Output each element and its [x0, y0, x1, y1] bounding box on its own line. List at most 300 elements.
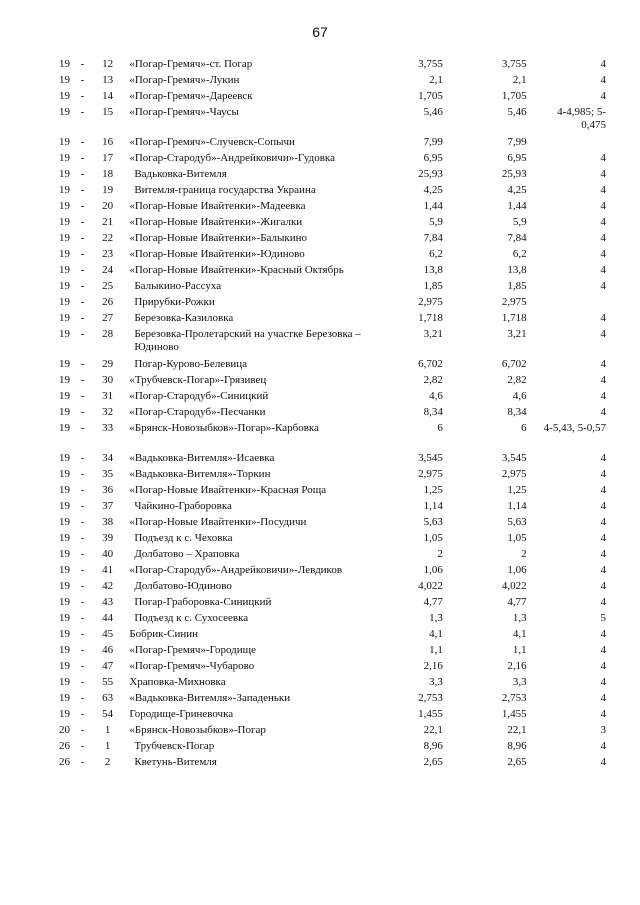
- road-name: «Брянск-Новозыбков»-Погар»-Карбовка: [129, 422, 319, 434]
- road-name: «Погар-Стародуб»-Андрейковичи»-Левдиков: [129, 564, 343, 576]
- road-category: 4: [600, 660, 606, 672]
- code-separator: -: [80, 660, 85, 672]
- road-length-total: 8,96: [423, 740, 443, 752]
- road-region-code: 19: [58, 296, 70, 308]
- road-name: «Вадьковка-Витемля»-Исаевка: [129, 452, 275, 464]
- road-region-code: 19: [58, 106, 70, 118]
- road-name: Чайкино-Граборовка: [134, 500, 232, 512]
- code-separator: -: [80, 422, 85, 434]
- road-number: 20: [102, 200, 114, 212]
- road-category: 3: [600, 724, 606, 736]
- table-row: [0, 374, 640, 390]
- code-separator: -: [80, 312, 85, 324]
- code-separator: -: [80, 216, 85, 228]
- road-region-code: 19: [58, 200, 70, 212]
- road-number: 22: [102, 232, 114, 244]
- road-name: «Брянск-Новозыбков»-Погар: [129, 724, 266, 736]
- road-region-code: 26: [58, 740, 70, 752]
- table-row: [0, 152, 640, 168]
- road-length-paved: 3,21: [507, 328, 527, 340]
- road-category: 4: [600, 708, 606, 720]
- road-length-paved: 2,16: [507, 660, 527, 672]
- table-row: [0, 580, 640, 596]
- road-length-total: 4,1: [429, 628, 443, 640]
- code-separator: -: [80, 358, 85, 370]
- table-row: [0, 328, 640, 358]
- road-length-total: 1,455: [418, 708, 443, 720]
- code-separator: -: [80, 168, 85, 180]
- road-name: Храповка-Михновка: [129, 676, 226, 688]
- road-category: 4: [600, 532, 606, 544]
- road-length-total: 4,022: [418, 580, 443, 592]
- road-length-paved: 6,2: [512, 248, 527, 260]
- road-number: 54: [102, 708, 114, 720]
- road-number: 29: [102, 358, 114, 370]
- road-name: Подъезд к с. Чеховка: [134, 532, 233, 544]
- road-category: 4: [600, 484, 606, 496]
- road-length-total: 2,753: [418, 692, 443, 704]
- road-length-total: 2,16: [423, 660, 443, 672]
- code-separator: -: [80, 516, 85, 528]
- table-row: [0, 596, 640, 612]
- road-name: «Погар-Новые Ивайтенки»-Балыкино: [129, 232, 308, 244]
- road-name: «Погар-Гремяч»-Дареевск: [129, 90, 253, 102]
- road-category: 4: [600, 264, 606, 276]
- table-row: [0, 500, 640, 516]
- road-length-total: 22,1: [423, 724, 443, 736]
- road-region-code: 19: [58, 468, 70, 480]
- table-row: [0, 422, 640, 452]
- table-row: [0, 296, 640, 312]
- code-separator: -: [80, 612, 85, 624]
- table-row: [0, 516, 640, 532]
- road-number: 2: [104, 756, 111, 768]
- road-category: 4-4,985; 5-0,475: [557, 106, 606, 131]
- road-length-paved: 6,702: [501, 358, 527, 370]
- code-separator: -: [80, 644, 85, 656]
- code-separator: -: [80, 296, 85, 308]
- code-separator: -: [80, 374, 85, 386]
- code-separator: -: [80, 248, 85, 260]
- road-length-total: 6,702: [418, 358, 443, 370]
- road-name: Кветунь-Витемля: [134, 756, 217, 768]
- table-row: [0, 312, 640, 328]
- road-length-total: 1,14: [423, 500, 443, 512]
- road-number: 44: [102, 612, 114, 624]
- road-length-total: 1,718: [418, 312, 443, 324]
- road-length-paved: 4,6: [512, 390, 527, 402]
- road-number: 36: [102, 484, 114, 496]
- road-length-total: 6: [437, 422, 443, 434]
- road-number: 43: [102, 596, 114, 608]
- road-number: 15: [102, 106, 114, 118]
- table-row: [0, 358, 640, 374]
- road-name: «Погар-Гремяч»-Лукин: [129, 74, 240, 86]
- road-region-code: 19: [58, 152, 70, 164]
- road-region-code: 19: [58, 328, 70, 340]
- road-length-total: 1,705: [418, 90, 443, 102]
- road-region-code: 19: [58, 484, 70, 496]
- road-length-paved: 1,25: [507, 484, 527, 496]
- road-length-paved: 2,65: [507, 756, 527, 768]
- table-row: [0, 200, 640, 216]
- road-number: 30: [102, 374, 114, 386]
- road-region-code: 19: [58, 406, 70, 418]
- code-separator: -: [80, 328, 85, 340]
- road-length-paved: 2,975: [501, 468, 527, 480]
- road-category: 4: [600, 516, 606, 528]
- code-separator: -: [80, 580, 85, 592]
- road-number: 63: [102, 692, 114, 704]
- road-name: «Погар-Гремяч»-Чубарово: [129, 660, 255, 672]
- road-region-code: 19: [58, 532, 70, 544]
- road-category: 4: [600, 58, 606, 70]
- road-number: 37: [102, 500, 114, 512]
- road-name: «Погар-Стародуб»-Песчанки: [129, 406, 266, 418]
- road-length-total: 2,1: [429, 74, 443, 86]
- code-separator: -: [80, 740, 85, 752]
- table-row: [0, 58, 640, 74]
- road-name: «Погар-Новые Ивайтенки»-Мадеевка: [129, 200, 306, 212]
- road-name: Бобрик-Синин: [129, 628, 199, 640]
- road-number: 31: [102, 390, 114, 402]
- road-category: 4: [600, 644, 606, 656]
- road-number: 26: [102, 296, 114, 308]
- road-number: 17: [102, 152, 114, 164]
- road-length-total: 1,05: [423, 532, 443, 544]
- road-region-code: 19: [58, 500, 70, 512]
- table-row: [0, 628, 640, 644]
- road-length-paved: 22,1: [507, 724, 527, 736]
- roads-table: [0, 58, 640, 772]
- road-region-code: 19: [58, 74, 70, 86]
- road-number: 25: [102, 280, 114, 292]
- road-category: 4: [600, 152, 606, 164]
- code-separator: -: [80, 564, 85, 576]
- code-separator: -: [80, 532, 85, 544]
- table-row: [0, 612, 640, 628]
- road-length-paved: 1,705: [501, 90, 527, 102]
- table-row: [0, 168, 640, 184]
- road-number: 1: [104, 740, 111, 752]
- page-number: 67: [312, 24, 328, 40]
- table-row: [0, 692, 640, 708]
- table-row: [0, 232, 640, 248]
- road-number: 33: [102, 422, 114, 434]
- road-length-total: 2,975: [418, 468, 443, 480]
- road-length-paved: 2: [521, 548, 527, 560]
- code-separator: -: [80, 548, 85, 560]
- road-category: 4: [600, 374, 606, 386]
- road-category: 4: [600, 692, 606, 704]
- road-length-paved: 2,975: [501, 296, 527, 308]
- road-name: Балыкино-Рассуха: [134, 280, 222, 292]
- road-length-total: 4,25: [423, 184, 443, 196]
- table-row: [0, 74, 640, 90]
- road-number: 47: [102, 660, 114, 672]
- road-name: «Погар-Новые Ивайтенки»-Красный Октябрь: [129, 264, 344, 276]
- road-region-code: 19: [58, 90, 70, 102]
- road-length-paved: 6: [521, 422, 527, 434]
- code-separator: -: [80, 676, 85, 688]
- road-region-code: 26: [58, 756, 70, 768]
- road-category: 4: [600, 564, 606, 576]
- road-name: Витемля-граница государства Украина: [134, 184, 316, 196]
- table-row: [0, 564, 640, 580]
- table-row: [0, 184, 640, 200]
- road-number: 42: [102, 580, 114, 592]
- table-row: [0, 136, 640, 152]
- road-name: «Погар-Стародуб»-Андрейковичи»-Гудовка: [129, 152, 335, 164]
- road-length-total: 7,99: [423, 136, 443, 148]
- road-category: 4: [600, 596, 606, 608]
- road-category: 4: [600, 548, 606, 560]
- road-number: 21: [102, 216, 114, 228]
- road-length-total: 5,63: [423, 516, 443, 528]
- road-length-total: 3,755: [418, 58, 443, 70]
- road-number: 1: [104, 724, 111, 736]
- road-category: 4: [600, 328, 606, 340]
- road-region-code: 19: [58, 660, 70, 672]
- road-region-code: 19: [58, 564, 70, 576]
- road-number: 35: [102, 468, 114, 480]
- road-region-code: 19: [58, 312, 70, 324]
- table-row: [0, 644, 640, 660]
- road-region-code: 19: [58, 708, 70, 720]
- road-length-total: 1,3: [429, 612, 443, 624]
- road-category: 4: [600, 676, 606, 688]
- road-region-code: 19: [58, 374, 70, 386]
- road-length-total: 6,95: [423, 152, 443, 164]
- road-region-code: 19: [58, 628, 70, 640]
- road-region-code: 19: [58, 232, 70, 244]
- road-length-paved: 5,9: [512, 216, 527, 228]
- road-length-paved: 5,63: [507, 516, 527, 528]
- code-separator: -: [80, 452, 85, 464]
- road-length-total: 4,77: [423, 596, 443, 608]
- road-region-code: 19: [58, 612, 70, 624]
- code-separator: -: [80, 264, 85, 276]
- road-name: Погар-Курово-Белевица: [134, 358, 248, 370]
- table-row: [0, 280, 640, 296]
- table-row: [0, 708, 640, 724]
- code-separator: -: [80, 152, 85, 164]
- road-region-code: 19: [58, 580, 70, 592]
- table-row: [0, 532, 640, 548]
- road-length-total: 2,975: [418, 296, 443, 308]
- road-length-paved: 1,718: [501, 312, 527, 324]
- road-category: 4: [600, 740, 606, 752]
- road-length-paved: 2,753: [501, 692, 527, 704]
- road-name: «Вадьковка-Витемля»-Западеньки: [129, 692, 291, 704]
- road-category: 4: [600, 74, 606, 86]
- road-length-total: 5,9: [429, 216, 443, 228]
- road-region-code: 19: [58, 184, 70, 196]
- code-separator: -: [80, 692, 85, 704]
- road-length-paved: 1,05: [507, 532, 527, 544]
- road-number: 28: [102, 328, 114, 340]
- road-number: 34: [102, 452, 114, 464]
- code-separator: -: [80, 106, 85, 118]
- code-separator: -: [80, 484, 85, 496]
- road-name: Березовка-Казиловка: [134, 312, 234, 324]
- table-row: [0, 90, 640, 106]
- table-row: [0, 676, 640, 692]
- code-separator: -: [80, 184, 85, 196]
- road-length-paved: 1,44: [507, 200, 527, 212]
- road-category: 4-5,43, 5-0,57: [543, 422, 606, 434]
- road-name: «Погар-Гремяч»-Чаусы: [129, 106, 239, 118]
- road-number: 38: [102, 516, 114, 528]
- road-category: 4: [600, 248, 606, 260]
- road-name: Прирубки-Рожки: [134, 296, 215, 308]
- road-number: 14: [102, 90, 114, 102]
- road-length-paved: 3,3: [512, 676, 527, 688]
- road-length-total: 1,06: [423, 564, 443, 576]
- road-region-code: 19: [58, 692, 70, 704]
- code-separator: -: [80, 390, 85, 402]
- road-category: 4: [600, 406, 606, 418]
- road-length-total: 1,1: [429, 644, 443, 656]
- road-region-code: 19: [58, 136, 70, 148]
- road-region-code: 19: [58, 264, 70, 276]
- road-region-code: 19: [58, 358, 70, 370]
- road-length-paved: 3,755: [501, 58, 527, 70]
- road-category: 4: [600, 216, 606, 228]
- road-number: 13: [102, 74, 114, 86]
- code-separator: -: [80, 136, 85, 148]
- road-name: «Погар-Новые Ивайтенки»-Юдиново: [129, 248, 305, 260]
- road-number: 39: [102, 532, 114, 544]
- road-length-total: 4,6: [429, 390, 443, 402]
- road-category: 4: [600, 468, 606, 480]
- road-number: 27: [102, 312, 114, 324]
- table-row: [0, 468, 640, 484]
- table-row: [0, 264, 640, 280]
- road-length-total: 3,545: [418, 452, 443, 464]
- road-name: «Погар-Гремяч»-Городище: [129, 644, 257, 656]
- road-category: 4: [600, 580, 606, 592]
- road-name: «Трубчевск-Погар»-Грязивец: [129, 374, 267, 386]
- table-row: [0, 452, 640, 468]
- road-category: 4: [600, 280, 606, 292]
- road-length-paved: 25,93: [501, 168, 527, 180]
- road-region-code: 19: [58, 596, 70, 608]
- road-length-paved: 13,8: [507, 264, 527, 276]
- road-length-paved: 4,1: [512, 628, 527, 640]
- road-name: «Погар-Новые Ивайтенки»-Жигалки: [129, 216, 303, 228]
- code-separator: -: [80, 628, 85, 640]
- road-number: 41: [102, 564, 114, 576]
- road-length-total: 3,3: [429, 676, 443, 688]
- road-length-total: 2,65: [423, 756, 443, 768]
- road-name: «Погар-Гремяч»-Случевск-Сопычи: [129, 136, 295, 148]
- road-length-total: 1,44: [423, 200, 443, 212]
- table-row: [0, 756, 640, 772]
- road-name: Подъезд к с. Сухосеевка: [134, 612, 249, 624]
- road-name: Городище-Гриневочка: [129, 708, 234, 720]
- table-row: [0, 390, 640, 406]
- code-separator: -: [80, 756, 85, 768]
- road-category: 4: [600, 232, 606, 244]
- code-separator: -: [80, 280, 85, 292]
- roads-table-body: [0, 58, 640, 772]
- table-row: [0, 248, 640, 264]
- road-category: 4: [600, 358, 606, 370]
- table-row: [0, 106, 640, 136]
- road-length-paved: 1,1: [512, 644, 527, 656]
- code-separator: -: [80, 500, 85, 512]
- road-category: [542, 296, 640, 312]
- road-name: Погар-Граборовка-Синицкий: [134, 596, 272, 608]
- road-length-paved: 1,06: [507, 564, 527, 576]
- road-name: «Погар-Стародуб»-Синицкий: [129, 390, 269, 402]
- code-separator: -: [80, 724, 85, 736]
- road-name: Долбатово-Юдиново: [134, 580, 232, 592]
- road-length-paved: 7,84: [507, 232, 527, 244]
- road-category: [542, 136, 640, 152]
- code-separator: -: [80, 200, 85, 212]
- road-category: 4: [600, 500, 606, 512]
- road-name: Долбатово – Храповка: [134, 548, 240, 560]
- road-length-paved: 7,99: [507, 136, 527, 148]
- road-region-code: 20: [58, 724, 70, 736]
- road-length-total: 1,85: [423, 280, 443, 292]
- table-row: [0, 216, 640, 232]
- road-category: 4: [600, 628, 606, 640]
- road-number: 23: [102, 248, 114, 260]
- road-length-paved: 1,85: [507, 280, 527, 292]
- road-length-paved: 2,1: [512, 74, 527, 86]
- road-length-total: 6,2: [429, 248, 443, 260]
- road-number: 55: [102, 676, 114, 688]
- code-separator: -: [80, 58, 85, 70]
- road-region-code: 19: [58, 676, 70, 688]
- road-length-total: 2,82: [423, 374, 443, 386]
- road-region-code: 19: [58, 644, 70, 656]
- road-region-code: 19: [58, 168, 70, 180]
- road-length-total: 5,46: [423, 106, 443, 118]
- road-name: «Погар-Новые Ивайтенки»-Посудичи: [129, 516, 307, 528]
- road-length-total: 7,84: [423, 232, 443, 244]
- road-length-paved: 4,25: [507, 184, 527, 196]
- road-length-paved: 8,34: [507, 406, 527, 418]
- road-number: 46: [102, 644, 114, 656]
- road-length-total: 13,8: [423, 264, 443, 276]
- road-name: Березовка-Пролетарский на участке Березовка – Юдиново: [134, 328, 361, 353]
- road-length-total: 3,21: [423, 328, 443, 340]
- code-separator: -: [80, 74, 85, 86]
- code-separator: -: [80, 708, 85, 720]
- road-region-code: 19: [58, 452, 70, 464]
- table-row: [0, 724, 640, 740]
- road-length-paved: 8,96: [507, 740, 527, 752]
- road-region-code: 19: [58, 58, 70, 70]
- code-separator: -: [80, 468, 85, 480]
- road-length-total: 2: [437, 548, 443, 560]
- road-length-paved: 2,82: [507, 374, 527, 386]
- table-row: [0, 484, 640, 500]
- road-category: 4: [600, 756, 606, 768]
- code-separator: -: [80, 406, 85, 418]
- road-number: 16: [102, 136, 114, 148]
- code-separator: -: [80, 232, 85, 244]
- road-number: 12: [102, 58, 114, 70]
- road-category: 4: [600, 90, 606, 102]
- road-name: «Погар-Гремяч»-ст. Погар: [129, 58, 253, 70]
- road-length-paved: 1,455: [501, 708, 527, 720]
- road-region-code: 19: [58, 516, 70, 528]
